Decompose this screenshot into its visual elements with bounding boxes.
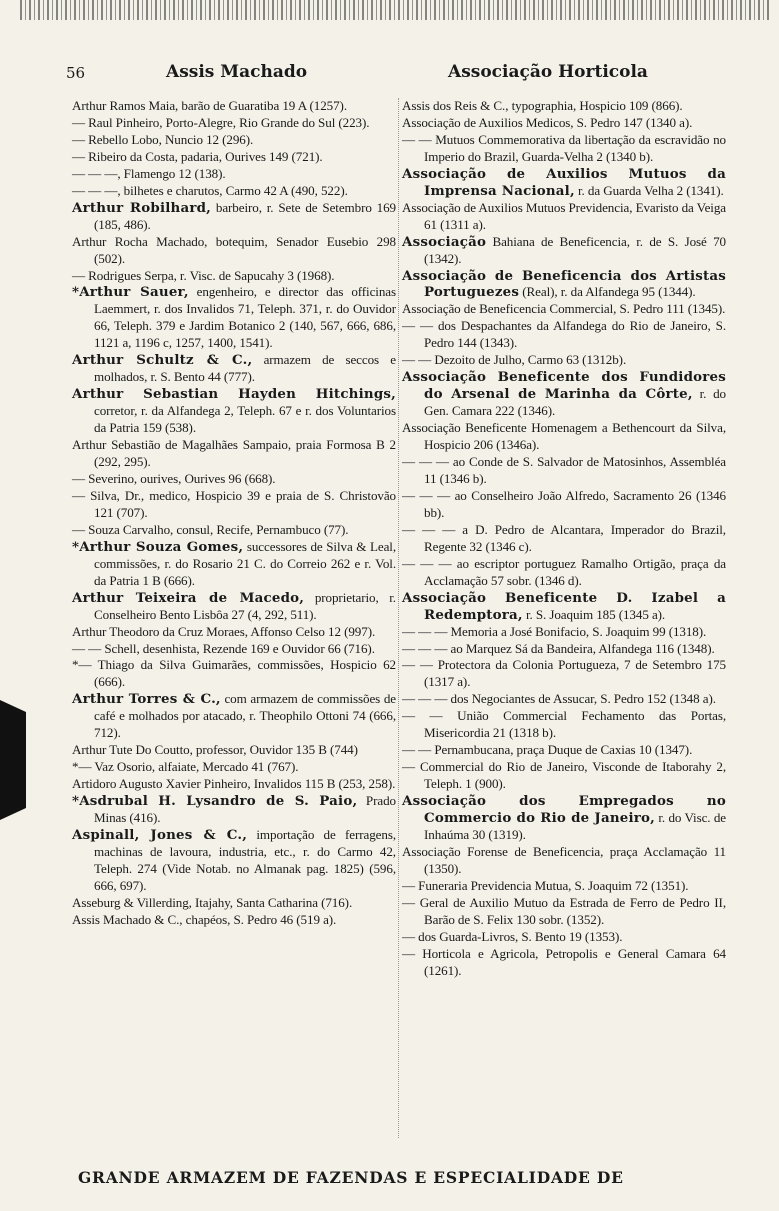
column-divider [398, 98, 399, 1138]
entry-text: — — União Commercial Fechamento das Portas, Misericordia 21 (1318 b). [402, 708, 726, 741]
entry-text: — — Dezoito de Julho, Carmo 63 (1312b). [402, 352, 627, 368]
running-header [66, 62, 736, 88]
directory-entry [72, 912, 396, 929]
directory-entry [72, 200, 396, 234]
directory-entry [402, 132, 726, 166]
entry-text: Arthur Sebastião de Magalhães Sampaio, praia Formosa B 2 (292, 295). [72, 437, 396, 470]
left-column [72, 98, 396, 929]
entry-text: com armazem de commissões de café e molhados por atacado, r. Theophilo Ottoni 74 (666, 712). [94, 691, 396, 741]
entry-text: — — — Memoria a José Bonifacio, S. Joaquim 99 (1318). [402, 623, 707, 639]
directory-entry [402, 590, 726, 624]
entry-text: successores de Silva & Leal, commissões, r. do Rosario 21 C. do Correio 262 e r. Vol. da Patria 1 B (666). [94, 538, 397, 588]
directory-entry [72, 827, 396, 895]
directory-entry [72, 183, 396, 200]
entry-text: r. do Gen. Camara 222 (1346). [424, 386, 727, 419]
directory-entry [402, 301, 726, 318]
entry-name: *Arthur Sauer, [72, 284, 189, 301]
entry-name: Arthur Robilhard, [72, 199, 212, 216]
entry-text: — — dos Despachantes da Alfandega do Rio de Janeiro, S. Pedro 144 (1343). [402, 318, 726, 351]
directory-entry [402, 115, 726, 132]
entry-text: Prado Minas (416). [94, 793, 396, 826]
directory-entry [72, 742, 396, 759]
directory-entry [402, 454, 726, 488]
entry-text: Associação de Auxilios Medicos, S. Pedro 147 (1340 a). [402, 114, 693, 130]
entry-text: — Geral de Auxilio Mutuo da Estrada de Ferro de Pedro II, Barão de S. Felix 130 sobr. (1352). [402, 894, 726, 927]
entry-text: — — —, bilhetes e charutos, Carmo 42 A (490, 522). [72, 182, 348, 198]
entry-text: — — — ao Conde de S. Salvador de Matosinhos, Assembléa 11 (1346 b). [402, 454, 726, 486]
entry-text: engenheiro, e director das officinas Laemmert, r. dos Invalidos 71, Teleph. 371, r. do Ouvidor 66, Teleph. 379 e Jardim Botanico 2 (140, 567, 666, 686, 1121 a, 1196 c, 1257, 1400, 1541). [94, 284, 396, 351]
entry-name: Aspinall, Jones & C., [72, 826, 248, 843]
directory-entry [72, 234, 396, 268]
directory-entry [72, 522, 396, 539]
directory-entry [402, 234, 726, 268]
directory-entry [72, 776, 396, 793]
directory-entry [402, 200, 726, 234]
directory-entry [402, 878, 726, 895]
entry-text: — Funeraria Previdencia Mutua, S. Joaquim 72 (1351). [402, 877, 689, 893]
entry-text: Arthur Tute Do Coutto, professor, Ouvidor 135 B (744) [72, 742, 358, 758]
directory-entry [72, 539, 396, 590]
directory-entry [72, 793, 396, 827]
directory-entry [72, 166, 396, 183]
entry-text: — Silva, Dr., medico, Hospicio 39 e praia de S. Christovão 121 (707). [72, 487, 396, 520]
entry-text: (Real), r. da Alfandega 95 (1344). [519, 284, 696, 300]
entry-name: Arthur Teixeira de Macedo, [72, 589, 305, 606]
directory-entry [72, 641, 396, 658]
directory-entry [402, 624, 726, 641]
entry-text: — Souza Carvalho, consul, Recife, Pernambuco (77). [72, 521, 349, 537]
entry-text: *— Thiago da Silva Guimarães, commissões, Hospicio 62 (666). [72, 657, 396, 690]
entry-text: Associação de Auxilios Mutuos Previdencia, Evaristo da Veiga 61 (1311 a). [402, 199, 726, 232]
directory-entry [72, 488, 396, 522]
directory-entry [402, 369, 726, 420]
directory-entry [402, 98, 726, 115]
entry-text: — — Protectora da Colonia Portugueza, 7 de Setembro 175 (1317 a). [402, 657, 726, 690]
directory-entry [402, 352, 726, 369]
directory-entry [402, 318, 726, 352]
directory-entry [72, 437, 396, 471]
entry-text: — — —, Flamengo 12 (138). [72, 165, 226, 181]
entry-text: — — — dos Negociantes de Assucar, S. Pedro 152 (1348 a). [402, 691, 716, 707]
entry-text: Asseburg & Villerding, Itajahy, Santa Catharina (716). [72, 894, 353, 910]
entry-text: — Rodrigues Serpa, r. Visc. de Sapucahy 3 (1968). [72, 267, 335, 283]
entry-text: barbeiro, r. Sete de Setembro 169 (185, 486). [94, 199, 396, 232]
entry-text: — — — ao Conselheiro João Alfredo, Sacramento 26 (1346 bb). [402, 487, 726, 520]
directory-entry [72, 386, 396, 437]
entry-text: — — — ao Marquez Sá da Bandeira, Alfandega 116 (1348). [402, 640, 715, 656]
header-left: Assis Machado [166, 62, 308, 82]
entry-text: armazem de seccos e molhados, r. S. Bento 44 (777). [94, 352, 396, 385]
entry-name: Arthur Schultz & C., [72, 352, 253, 369]
directory-entry [402, 268, 726, 302]
entry-text: — — Pernambucana, praça Duque de Caxias 10 (1347). [402, 742, 693, 758]
entry-text: Assis Machado & C., chapéos, S. Pedro 46 (519 a). [72, 911, 337, 927]
directory-entry [72, 352, 396, 386]
directory-entry [72, 624, 396, 641]
page-footer: GRANDE ARMAZEM DE FAZENDAS E ESPECIALIDADE DE [78, 1168, 624, 1187]
entry-text: — Ribeiro da Costa, padaria, Ourives 149 (721). [72, 148, 323, 164]
entry-text: r. da Guarda Velha 2 (1341). [574, 182, 724, 198]
directory-entry [72, 657, 396, 691]
directory-entry [402, 420, 726, 454]
entry-text: — Commercial do Rio de Janeiro, Visconde de Itaborahy 2, Teleph. 1 (900). [402, 759, 726, 792]
entry-name: Associação Beneficente D. Izabel a Redemptora, [402, 589, 726, 623]
entry-text: — Raul Pinheiro, Porto-Alegre, Rio Grande do Sul (223). [72, 114, 370, 130]
directory-entry [72, 98, 396, 115]
entry-text: *— Vaz Osorio, alfaiate, Mercado 41 (767). [72, 759, 299, 775]
entry-text: — — — ao escriptor portuguez Ramalho Ortigão, praça da Acclamação 57 sobr. (1346 d). [402, 555, 726, 588]
scan-edge-artifact [20, 0, 770, 20]
directory-entry [72, 115, 396, 132]
entry-text: proprietario, r. Conselheiro Bento Lisbôa 27 (4, 292, 511). [94, 589, 396, 622]
directory-entry [72, 691, 396, 742]
page-number: 56 [66, 64, 86, 82]
entry-name: Associação de Auxilios Mutuos da Imprensa Nacional, [402, 165, 726, 199]
entry-text: — Horticola e Agricola, Petropolis e General Camara 64 (1261). [402, 945, 726, 978]
entry-text: — dos Guarda-Livros, S. Bento 19 (1353). [402, 928, 623, 944]
entry-name: Arthur Sebastian Hayden Hitchings, [72, 386, 396, 403]
entry-text: Associação de Beneficencia Commercial, S. Pedro 111 (1345). [402, 301, 726, 317]
entry-text: Arthur Rocha Machado, botequim, Senador Eusebio 298 (502). [72, 233, 396, 266]
directory-entry [72, 590, 396, 624]
entry-text: — Rebello Lobo, Nuncio 12 (296). [72, 131, 254, 147]
directory-entry [402, 946, 726, 980]
directory-entry [402, 522, 726, 556]
entry-name: Associação [402, 233, 487, 250]
entry-name: Associação Beneficente dos Fundidores do Arsenal de Marinha da Côrte, [402, 369, 726, 403]
entry-name: Associação de Beneficencia dos Artistas Portuguezes [402, 267, 726, 301]
entry-name: Arthur Torres & C., [72, 691, 221, 708]
entry-text: Bahiana de Beneficencia, r. de S. José 70 (1342). [424, 233, 726, 266]
entry-text: — — Schell, desenhista, Rezende 169 e Ouvidor 66 (716). [72, 640, 375, 656]
directory-entry [72, 268, 396, 285]
entry-text: Artidoro Augusto Xavier Pinheiro, Invalidos 115 B (253, 258). [72, 776, 396, 792]
margin-mark [0, 700, 26, 820]
directory-entry [402, 166, 726, 200]
directory-entry [402, 929, 726, 946]
directory-entry [402, 691, 726, 708]
directory-entry [402, 556, 726, 590]
entry-text: — — Mutuos Commemorativa da libertação da escravidão no Imperio do Brazil, Guarda-Velha 2 (1340 b). [402, 131, 726, 164]
directory-entry [402, 708, 726, 742]
entry-text: — — — a D. Pedro de Alcantara, Imperador do Brazil, Regente 32 (1346 c). [402, 521, 726, 554]
entry-text: importação de ferragens, machinas de lavoura, industria, etc., r. do Carmo 42, Teleph. 274 (Vide Notab. no Almanak pag. 1825) (596, 666, 697). [94, 826, 396, 893]
directory-entry [402, 844, 726, 878]
right-column [402, 98, 726, 980]
header-right: Associação Horticola [448, 62, 648, 82]
directory-entry [72, 471, 396, 488]
directory-entry [72, 759, 396, 776]
directory-entry [402, 793, 726, 844]
entry-name: *Arthur Souza Gomes, [72, 538, 244, 555]
entry-text: Arthur Theodoro da Cruz Moraes, Affonso Celso 12 (997). [72, 623, 376, 639]
entry-text: Assis dos Reis & C., typographia, Hospicio 109 (866). [402, 98, 683, 113]
entry-name: *Asdrubal H. Lysandro de S. Paio, [72, 793, 358, 810]
directory-entry [402, 657, 726, 691]
entry-text: r. S. Joaquim 185 (1345 a). [522, 606, 666, 622]
entry-text: r. do Visc. de Inhaúma 30 (1319). [424, 810, 726, 842]
directory-entry [402, 641, 726, 658]
entry-text: Associação Beneficente Homenagem a Bethencourt da Silva, Hospicio 206 (1346a). [402, 420, 726, 453]
entry-text: Arthur Ramos Maia, barão de Guaratiba 19 A (1257). [72, 98, 347, 113]
directory-entry [72, 284, 396, 352]
directory-entry [402, 895, 726, 929]
directory-entry [72, 132, 396, 149]
entry-text: Associação Forense de Beneficencia, praça Acclamação 11 (1350). [402, 843, 726, 876]
entry-name: Associação dos Empregados no Commercio do Rio de Janeiro, [402, 793, 726, 827]
directory-entry [72, 895, 396, 912]
entry-text: corretor, r. da Alfandega 2, Teleph. 67 e r. dos Voluntarios da Patria 159 (538). [94, 403, 396, 436]
directory-entry [402, 742, 726, 759]
directory-entry [72, 149, 396, 166]
directory-entry [402, 488, 726, 522]
entry-text: — Severino, ourives, Ourives 96 (668). [72, 470, 276, 486]
directory-entry [402, 759, 726, 793]
